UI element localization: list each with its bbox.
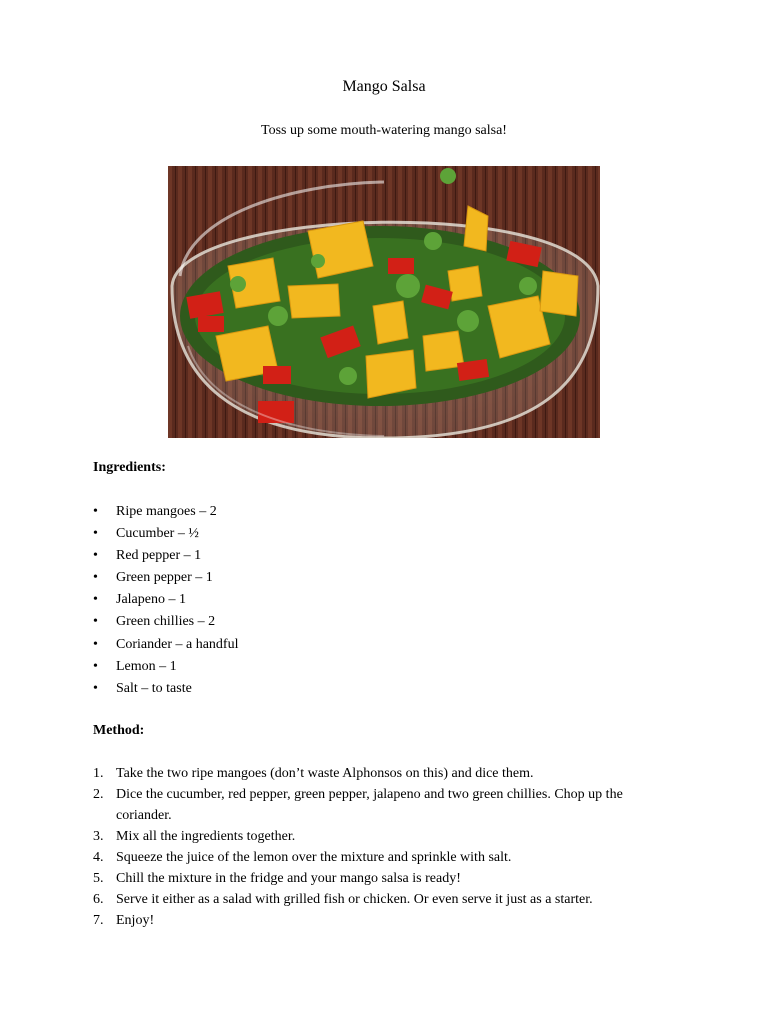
ingredients-heading: Ingredients: [93,460,166,475]
page-title: Mango Salsa [342,78,426,95]
bullet-icon: • [93,680,98,696]
bullet-icon: • [93,526,98,542]
bullet-icon: • [93,614,98,630]
bullet-icon: • [93,636,98,652]
bullet-icon: • [93,570,98,586]
mango-salsa-photo [168,166,600,438]
bullet-icon: • [93,548,98,564]
page-subtitle: Toss up some mouth-watering mango salsa! [261,123,507,138]
bullet-icon: • [93,592,98,608]
bullet-icon: • [93,658,98,674]
bullet-icon: • [93,504,98,519]
method-heading: Method: [93,723,145,738]
